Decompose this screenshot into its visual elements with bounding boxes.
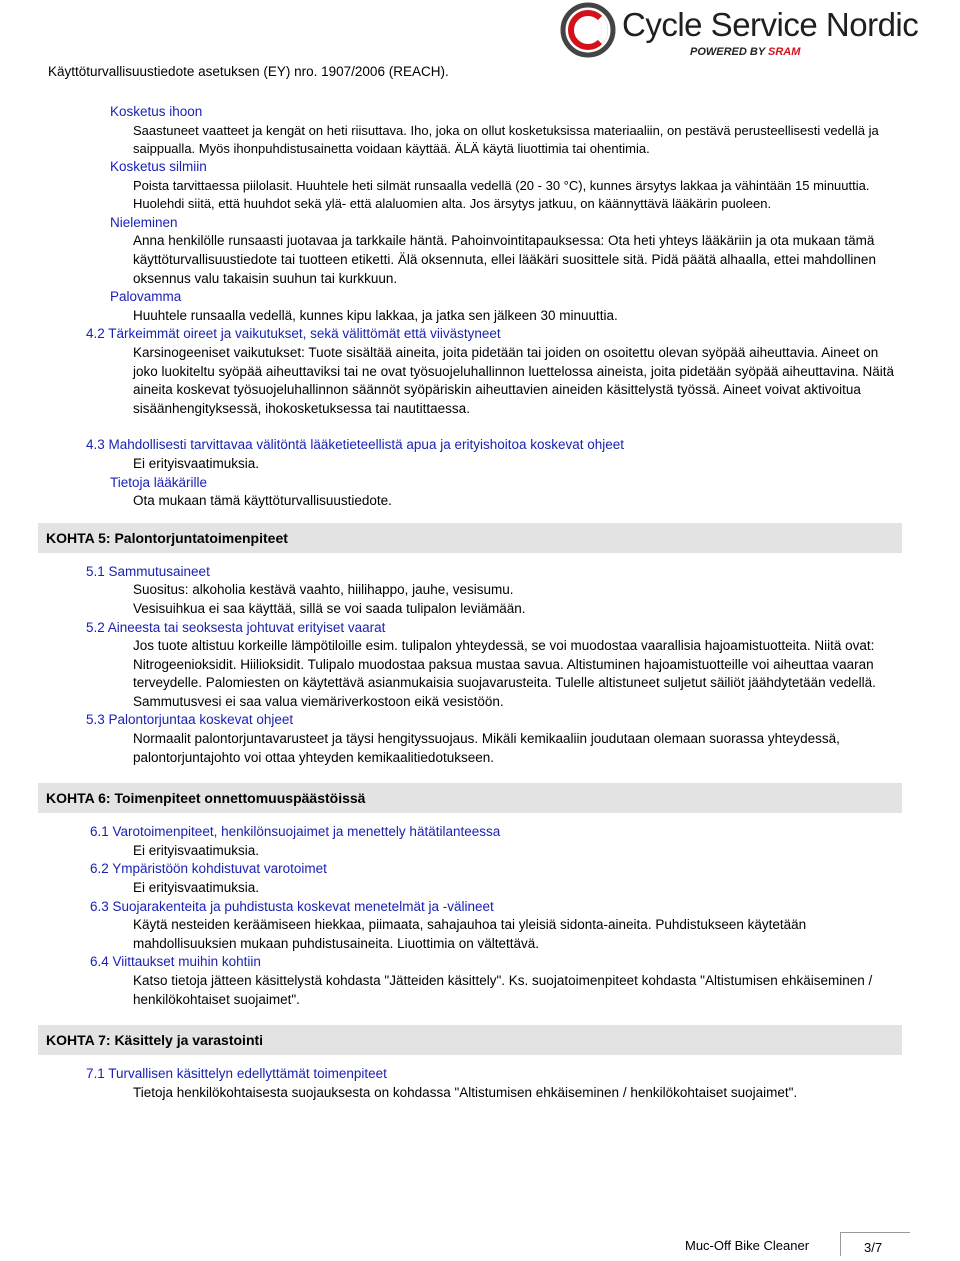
heading-4-3: 4.3 Mahdollisesti tarvittavaa välitöntä lääketieteellistä apua ja erityishoitoa koskevat ohjeet <box>86 437 625 453</box>
brand-logo <box>560 2 920 80</box>
text-7-1: Tietoja henkilökohtaisesta suojauksesta on kohdassa "Altistumisen ehkäiseminen / henkilökohtaiset suojaimet". <box>133 1084 798 1100</box>
text-ingestion: Anna henkilölle runsaasti juotavaa ja tarkkaile häntä. Pahoinvointitapauksessa: Ota heti yhteys lääkäriin ja ota mukaan tämä käyttöturvallisuustiedote tai tuotteen etiketti. Älä oksennuta, ellei lääkäri suosittele sitä. Pidä päätä alhaalla, ettei mahdollinen oksennus valu takaisin suuhun tai kurkkuun. <box>133 233 876 286</box>
heading-burn: Palovamma <box>110 289 182 305</box>
text-eye: Poista tarvittaessa piilolasit. Huuhtele heti silmät runsaalla vedellä (20 - 30 °C), kunnes ärsytys lakkaa ja vähintään 15 minuuttia. Huolehdi siitä, että huuhdot sekä ylä- että alaluomien alta. Jos ärsytys jatkuu, on käännyttävä lääkärin puoleen. <box>133 178 870 212</box>
logo-subtitle: POWERED BY SRAM <box>690 46 801 58</box>
section-5-title: KOHTA 5: Palontorjuntatoimenpiteet <box>38 523 902 553</box>
text-skin: Saastuneet vaatteet ja kengät on heti riisuttava. Iho, joka on ollut kosketuksissa materiaaliin, on pestävä perusteellisesti vedellä ja saippualla. Myös ihonpuhdistusainetta voidaan käyttää. ÄLÄ käytä liuottimia tai ohentimia. <box>133 122 879 156</box>
heading-5-3: 5.3 Palontorjuntaa koskevat ohjeet <box>86 712 294 728</box>
section-6-title: KOHTA 6: Toimenpiteet onnettomuuspäästöissä <box>38 783 902 813</box>
heading-5-1: 5.1 Sammutusaineet <box>86 563 210 579</box>
text-5-2: Jos tuote altistuu korkeille lämpötiloille esim. tulipalon yhteydessä, se voi muodostaa vaarallisia hajoamistuotteita. Niitä ovat: Nitrogeenioksidit. Hiilioksidit. Tulipalo muodostaa paksua mustaa savua. Altistuminen hajoamistuotteille voi aiheuttaa vaaran terveydelle. Palomiesten on käytettävä asianmukaisia suojavarusteita. Tulelle altistuneet suljetut säiliöt jäähdytetään vedellä. Sammutusvesi ei saa valua viemäriverkostoon eikä vesistöön. <box>133 638 876 709</box>
heading-doctor: Tietoja lääkärille <box>110 474 208 490</box>
regulation-header: Käyttöturvallisuustiedote asetuksen (EY) nro. 1907/2006 (REACH). <box>48 64 449 79</box>
text-4-2: Karsinogeeniset vaikutukset: Tuote sisältää aineita, joita pidetään tai joiden on osoitettu olevan syöpää aiheuttavia. Aineet on joko luokiteltu syöpää aiheuttaviksi tai ne ovat työsuojeluhallinnon luettelossa aineista, joita pidetään syöpää aiheuttavina. Näitä aineita koskevat työsuojeluhallinnon säännöt syöpäriskin aiheuttavien aineiden käsittelystä työssä. Aineet voivat aktivoitua sisäänhengityksessä, ihokosketuksessa tai nautittaessa. <box>133 344 894 416</box>
footer-divider-top <box>840 1232 910 1233</box>
heading-4-2: 4.2 Tärkeimmät oireet ja vaikutukset, sekä välittömät että viivästyneet <box>86 326 501 342</box>
logo-title: Cycle Service Nordic <box>622 6 919 43</box>
text-6-2: Ei erityisvaatimuksia. <box>133 880 260 896</box>
text-6-4: Katso tietoja jätteen käsittelystä kohdasta "Jätteiden käsittely". Ks. suojatoimenpiteet kohdasta "Altistumisen ehkäiseminen / henkilökohtaiset suojaimet". <box>133 973 873 1007</box>
text-burn: Huuhtele runsaalla vedellä, kunnes kipu lakkaa, ja jatka sen jälkeen 30 minuuttia. <box>133 307 618 323</box>
document-body <box>0 103 960 1102</box>
brand-logo-icon <box>560 2 616 58</box>
heading-6-3: 6.3 Suojarakenteita ja puhdistusta koskevat menetelmät ja -välineet <box>90 898 494 914</box>
heading-skin: Kosketus ihoon <box>110 104 203 119</box>
footer-product: Muc-Off Bike Cleaner <box>685 1238 810 1253</box>
text-6-1: Ei erityisvaatimuksia. <box>133 842 260 858</box>
footer-divider <box>840 1232 841 1256</box>
text-4-3: Ei erityisvaatimuksia. <box>133 455 260 471</box>
text-5-3: Normaalit palontorjuntavarusteet ja täysi hengityssuojaus. Mikäli kemikaaliin joudutaan olemaan suorassa yhteydessä, palontorjuntajohto voi ottaa yhteyden kemikaalitiedotukseen. <box>133 731 840 765</box>
text-5-1a: Suositus: alkoholia kestävä vaahto, hiilihappo, jauhe, vesisumu. <box>133 582 514 598</box>
page-number: 3/7 <box>864 1240 883 1255</box>
text-6-3: Käytä nesteiden keräämiseen hiekkaa, piimaata, sahajauhoa tai yleisiä sidonta-aineita. Puhdistukseen käytetään mahdollisuuksien mukaan puhdistusaineita. Liuottimia on vältettävä. <box>133 917 807 951</box>
heading-5-2: 5.2 Aineesta tai seoksesta johtuvat erityiset vaarat <box>86 619 386 635</box>
heading-6-1: 6.1 Varotoimenpiteet, henkilönsuojaimet ja menettely hätätilanteessa <box>90 824 501 840</box>
heading-6-4: 6.4 Viittaukset muihin kohtiin <box>90 954 261 970</box>
heading-6-2: 6.2 Ympäristöön kohdistuvat varotoimet <box>90 861 327 877</box>
heading-7-1: 7.1 Turvallisen käsittelyn edellyttämät toimenpiteet <box>86 1066 387 1082</box>
section-7-title: KOHTA 7: Käsittely ja varastointi <box>38 1025 902 1055</box>
heading-eye: Kosketus silmiin <box>110 159 207 175</box>
heading-ingestion: Nieleminen <box>110 214 178 230</box>
text-doctor: Ota mukaan tämä käyttöturvallisuustiedote. <box>133 493 392 509</box>
text-5-1b: Vesisuihkua ei saa käyttää, sillä se voi saada tulipalon leviämään. <box>133 600 526 616</box>
